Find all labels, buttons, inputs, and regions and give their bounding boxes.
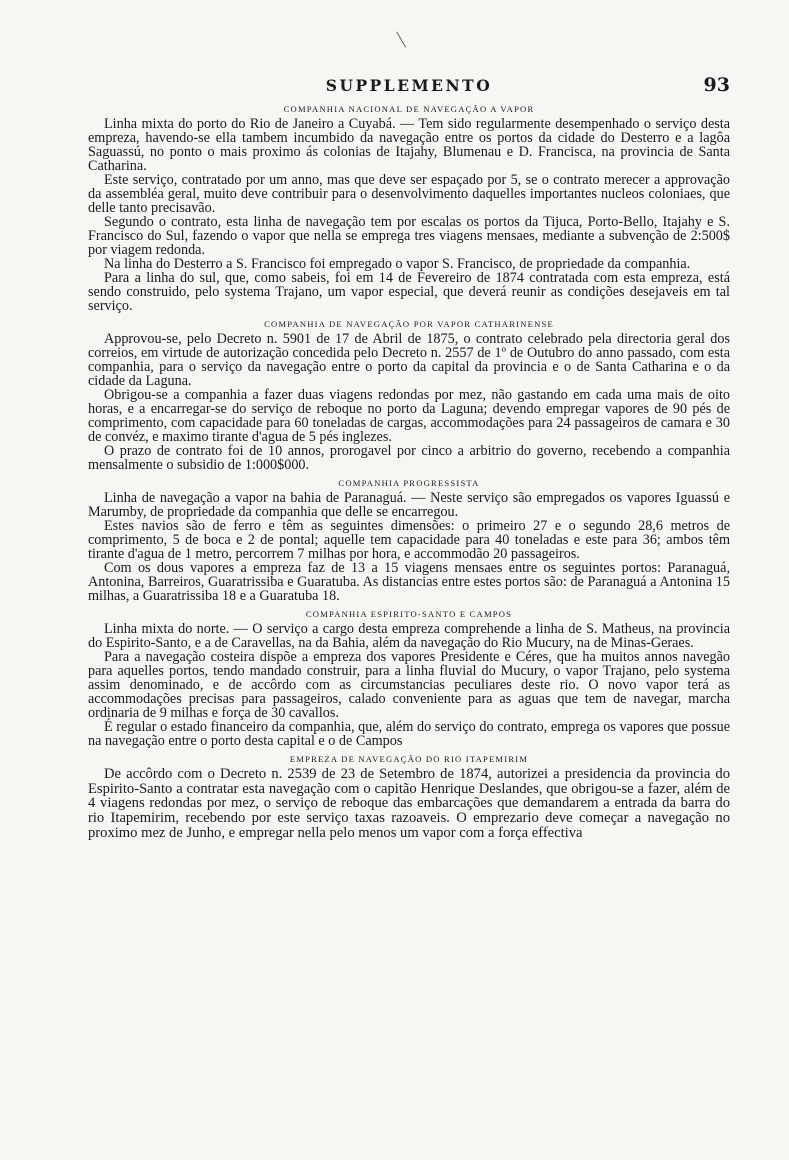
paragraph: Linha de navegação a vapor na bahia de Paranaguá. — Neste serviço são empregados os vapores Iguassú e Marumby, de propriedade da companhia que delle se encarregou.	[88, 490, 730, 520]
paragraph: Na linha do Desterro a S. Francisco foi empregado o vapor S. Francisco, de propriedade da companhia.	[104, 256, 691, 272]
paragraph: De accôrdo com o Decreto n. 2539 de 23 de Setembro de 1874, autorizei a presidencia da provincia do Espirito-Santo a contratar esta navegação com o capitão Henrique Deslandes, que obrigou-se a fazer, além de 4 viagens redondas por mez, o serviço de reboque das embarcações que demandarem a entrada da barra do rio Itapemirim, recebendo por este serviço taxas razoaveis. O emprezario deve começar a navegação no proximo mez de Junho, e empregar nella pelo menos um vapor com a força effectiva	[88, 766, 730, 841]
section-progressista	[88, 478, 730, 603]
paragraph: O prazo de contrato foi de 10 annos, prorogavel por cinco a arbitrio do governo, recebendo a companhia mensalmente o subsidio de 1:000$000.	[88, 443, 730, 473]
paragraph: Linha mixta do porto do Rio de Janeiro a Cuyabá. — Tem sido regularmente desempenhado o serviço desta empreza, havendo-se ella tambem incumbido da navegação entre os portos da cidade do Desterro e a lagôa Saguassú, no ponto o mais proximo ás colonias de Itajahy, Blumenau e D. Francisca, na provincia de Santa Catharina.	[88, 116, 730, 174]
section-title: EMPREZA DE NAVEGAÇÃO DO RIO ITAPEMIRIM	[289, 754, 529, 764]
paragraph: Para a navegação costeira dispõe a empreza dos vapores Presidente e Céres, que ha muitos annos navegão para aquelles portos, tendo mandado construir, para a linha fluvial do Mucury, o vapor Trajano, pelo systema assim denominado, e de accôrdo com as circumstancias peculiares deste rio. O novo vapor terá as accommodações precisas para passageiros, calado conveniente para as aguas que tem de navegar, marcha ordinaria de 9 milhas e força de 30 cavallos.	[88, 649, 730, 721]
margin-mark	[396, 26, 415, 47]
section-title: COMPANHIA NACIONAL DE NAVEGAÇÃO A VAPOR	[283, 104, 535, 114]
paragraph: Para a linha do sul, que, como sabeis, foi em 14 de Fevereiro de 1874 contratada com esta empreza, está sendo construido, pelo systema Trajano, um vapor especial, que deverá reunir as condições desejaveis em tal serviço.	[88, 270, 730, 314]
section-title: COMPANHIA DE NAVEGAÇÃO POR VAPOR CATHARINENSE	[264, 319, 554, 329]
paragraph: Segundo o contrato, esta linha de navegação tem por escalas os portos da Tijuca, Porto-Bello, Itajahy e S. Francisco do Sul, fazendo o vapor que nella se emprega tres viagens mensaes, mediante a subvenção de 2:500$ por viagem redonda.	[88, 214, 730, 258]
section-companhia-nacional	[88, 104, 730, 313]
section-title: COMPANHIA ESPIRITO-SANTO E CAMPOS	[305, 609, 513, 619]
paragraph: Linha mixta do norte. — O serviço a cargo desta empreza comprehende a linha de S. Matheus, na provincia do Espirito-Santo, e a de Caravellas, na da Bahia, além da navegação do Rio Mucury, na de Minas-Geraes.	[88, 621, 730, 651]
section-title: COMPANHIA PROGRESSISTA	[338, 478, 480, 488]
paragraph: Este serviço, contratado por um anno, mas que deve ser espaçado por 5, se o contrato merecer a approvação da assembléa geral, muito deve contribuir para o desenvolvimento daquelles importantes nucleos coloniaes, que delle tanto precisavão.	[88, 172, 730, 216]
running-title: SUPPLEMENTO	[325, 76, 493, 95]
paragraph: É regular o estado financeiro da companhia, que, além do serviço do contrato, emprega os vapores que possue na navegação entre o porto desta capital e o de Campos	[88, 719, 730, 749]
page-header	[88, 74, 730, 98]
paragraph: Approvou-se, pelo Decreto n. 5901 de 17 de Abril de 1875, o contrato celebrado pela directoria geral dos correios, em virtude de autorização concedida pelo Decreto n. 2557 de 1º de Outubro do anno passado, com esta companhia, para o serviço da navegação entre o porto da capital da provincia e o de Santa Catharina e o da cidade da Laguna.	[88, 331, 730, 389]
paragraph: Estes navios são de ferro e têm as seguintes dimensões: o primeiro 27 e o segundo 28,6 metros de comprimento, 5 de boca e 2 de pontal; aquelle tem capacidade para 40 toneladas e este para 36; ambos têm tirante d'agua de 1 metro, percorrem 7 milhas por hora, e accommodão 20 passageiros.	[88, 518, 730, 562]
section-espirito-santo-campos	[88, 609, 730, 748]
page	[88, 74, 730, 841]
paragraph: Com os dous vapores a empreza faz de 13 a 15 viagens mensaes entre os seguintes portos: Paranaguá, Antonina, Barreiros, Guaratrissiba e Guaratuba. As distancias entre estes portos são: de Paranaguá a Antonina 15 milhas, a Guaratrissiba 18 e a Guaratuba 18.	[88, 560, 730, 604]
paragraph: Obrigou-se a companhia a fazer duas viagens redondas por mez, não gastando em cada uma mais de oito horas, e a encarregar-se do serviço de reboque no porto da Laguna; devendo empregar vapores de 90 pés de comprimento, com capacidade para 60 toneladas de cargas, accommodações para 24 passageiros de camara e 30 de convéz, e maximo tirante d'agua de 5 pés inglezes.	[88, 387, 730, 445]
page-number: 93	[703, 74, 730, 96]
section-catharinense	[88, 319, 730, 472]
section-itapemirim	[88, 754, 730, 841]
